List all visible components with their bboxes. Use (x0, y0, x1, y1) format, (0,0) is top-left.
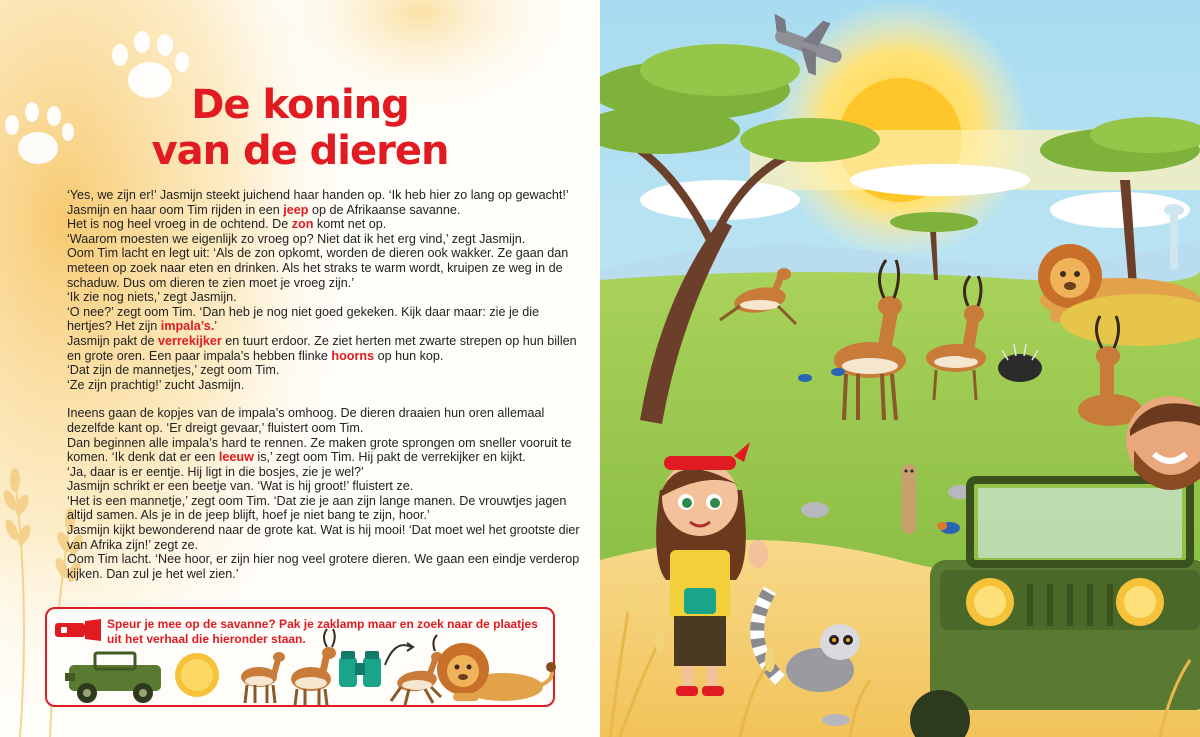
horned-impala-icon[interactable] (291, 629, 336, 705)
story-paragraph: Jasmijn kijkt bewonderend naar de grote kat. Wat is hij mooi! ‘Dat moet wel het grootste dier van Afrika zijn!’ zegt ze. (67, 523, 580, 552)
story-paragraph: ‘Waarom moesten we eigenlijk zo vroeg op? Niet dat ik het erg vind,’ zegt Jasmijn. (67, 231, 526, 246)
binoculars-icon (684, 588, 716, 614)
story-paragraph: Jasmijn en haar oom Tim rijden in een jeep op de Afrikaanse savanne. (67, 202, 461, 217)
search-instruction: Speur je mee op de savanne? Pak je zaklamp maar en zoek naar de plaatjes uit het verhaal die hieronder staan. (107, 617, 538, 646)
running-impala-icon[interactable] (385, 635, 443, 705)
meerkat-icon (901, 464, 917, 534)
lion-icon[interactable] (437, 643, 556, 701)
story-paragraph: Jasmijn schrikt er een beetje van. ‘Wat is hij groot!’ fluistert ze. (67, 479, 414, 494)
story-paragraph: ‘Ik zie nog niets,’ zegt Jasmijn. (67, 290, 237, 305)
search-box (45, 607, 555, 707)
story-paragraph: ‘Dat zijn de mannetjes,’ zegt oom Tim. (67, 363, 280, 378)
savanna-illustration (600, 0, 1200, 737)
keyword-zon: zon (291, 217, 314, 232)
keyword-impalas: impala’s. (160, 319, 215, 334)
jeep-icon[interactable] (65, 653, 161, 703)
story-paragraph: Het is nog heel vroeg in de ochtend. De zon komt net op. (67, 217, 387, 232)
story-paragraph: Oom Tim lacht. ‘Nee hoor, er zijn hier nog veel grotere dieren. We gaan een eindje verderop kijken. Dan zul je het wel zien.’ (67, 552, 580, 581)
story-paragraph: ‘Het is een mannetje,’ zegt oom Tim. ‘Dat zie je aan zijn lange manen. De vrouwtjes jagen altijd samen. Als je in de jeep blijft, hoef je niet bang te zijn, hoor.’ (67, 493, 567, 523)
rock (822, 714, 850, 726)
story-paragraph: ‘Ja, daar is er eentje. Hij ligt in die bosjes, zie je wel?’ (67, 464, 364, 479)
story-paragraph: ‘Yes, we zijn er!’ Jasmijn steekt juichend haar handen op. ‘Ik heb hier zo lang op gewacht!’ (67, 188, 569, 202)
keyword-verrekijker: verrekijker (158, 333, 222, 348)
story-text (67, 188, 587, 581)
story-paragraph: Dan beginnen alle impala’s hard te rennen. Ze maken grote sprongen om sneller vooruit te komen. ‘Ik denk dat er een leeuw is,’ zegt oom Tim. Hij pakt de verrekijker en kijkt. (67, 435, 572, 465)
keyword-leeuw: leeuw (218, 450, 254, 465)
story-paragraph: Jasmijn pakt de verrekijker en tuurt erdoor. Ze ziet herten met zwarte strepen op hun billen en grote oren. Een paar impala’s hebben flinke hoorns op hun kop. (67, 333, 577, 363)
story-paragraph: ‘O nee?’ zegt oom Tim. ‘Dan heb je nog niet goed gekeken. Kijk daar maar: zie je die hertjes? Het zijn impala’s.’ (67, 304, 540, 334)
story-paragraph: ‘Ze zijn prachtig!’ zucht Jasmijn. (67, 377, 245, 392)
impala-icon[interactable] (241, 652, 285, 703)
keyword-hoorns: hoorns (331, 348, 375, 363)
title-line-2: van de dieren (151, 128, 449, 174)
page-title (150, 82, 450, 174)
title-line-1: De koning (191, 82, 409, 128)
story-paragraph: Ineens gaan de kopjes van de impala’s omhoog. De dieren draaien hun oren allemaal dezelfde kant op. ‘Er dreigt gevaar,’ fluistert oom Tim. (67, 406, 545, 435)
story-paragraph: Oom Tim lacht en legt uit: ‘Als de zon opkomt, worden de dieren ook wakker. Ze gaan dan meteen op zoek naar eten en drinken. Als het straks te warm wordt, kruipen ze weg in de schaduw. Dus om dieren te zien moet je vroeg zijn.’ (67, 246, 569, 290)
sun-icon[interactable] (175, 653, 219, 697)
rock (801, 502, 829, 518)
keyword-jeep: jeep (283, 202, 309, 217)
binoculars-icon[interactable] (339, 651, 381, 687)
